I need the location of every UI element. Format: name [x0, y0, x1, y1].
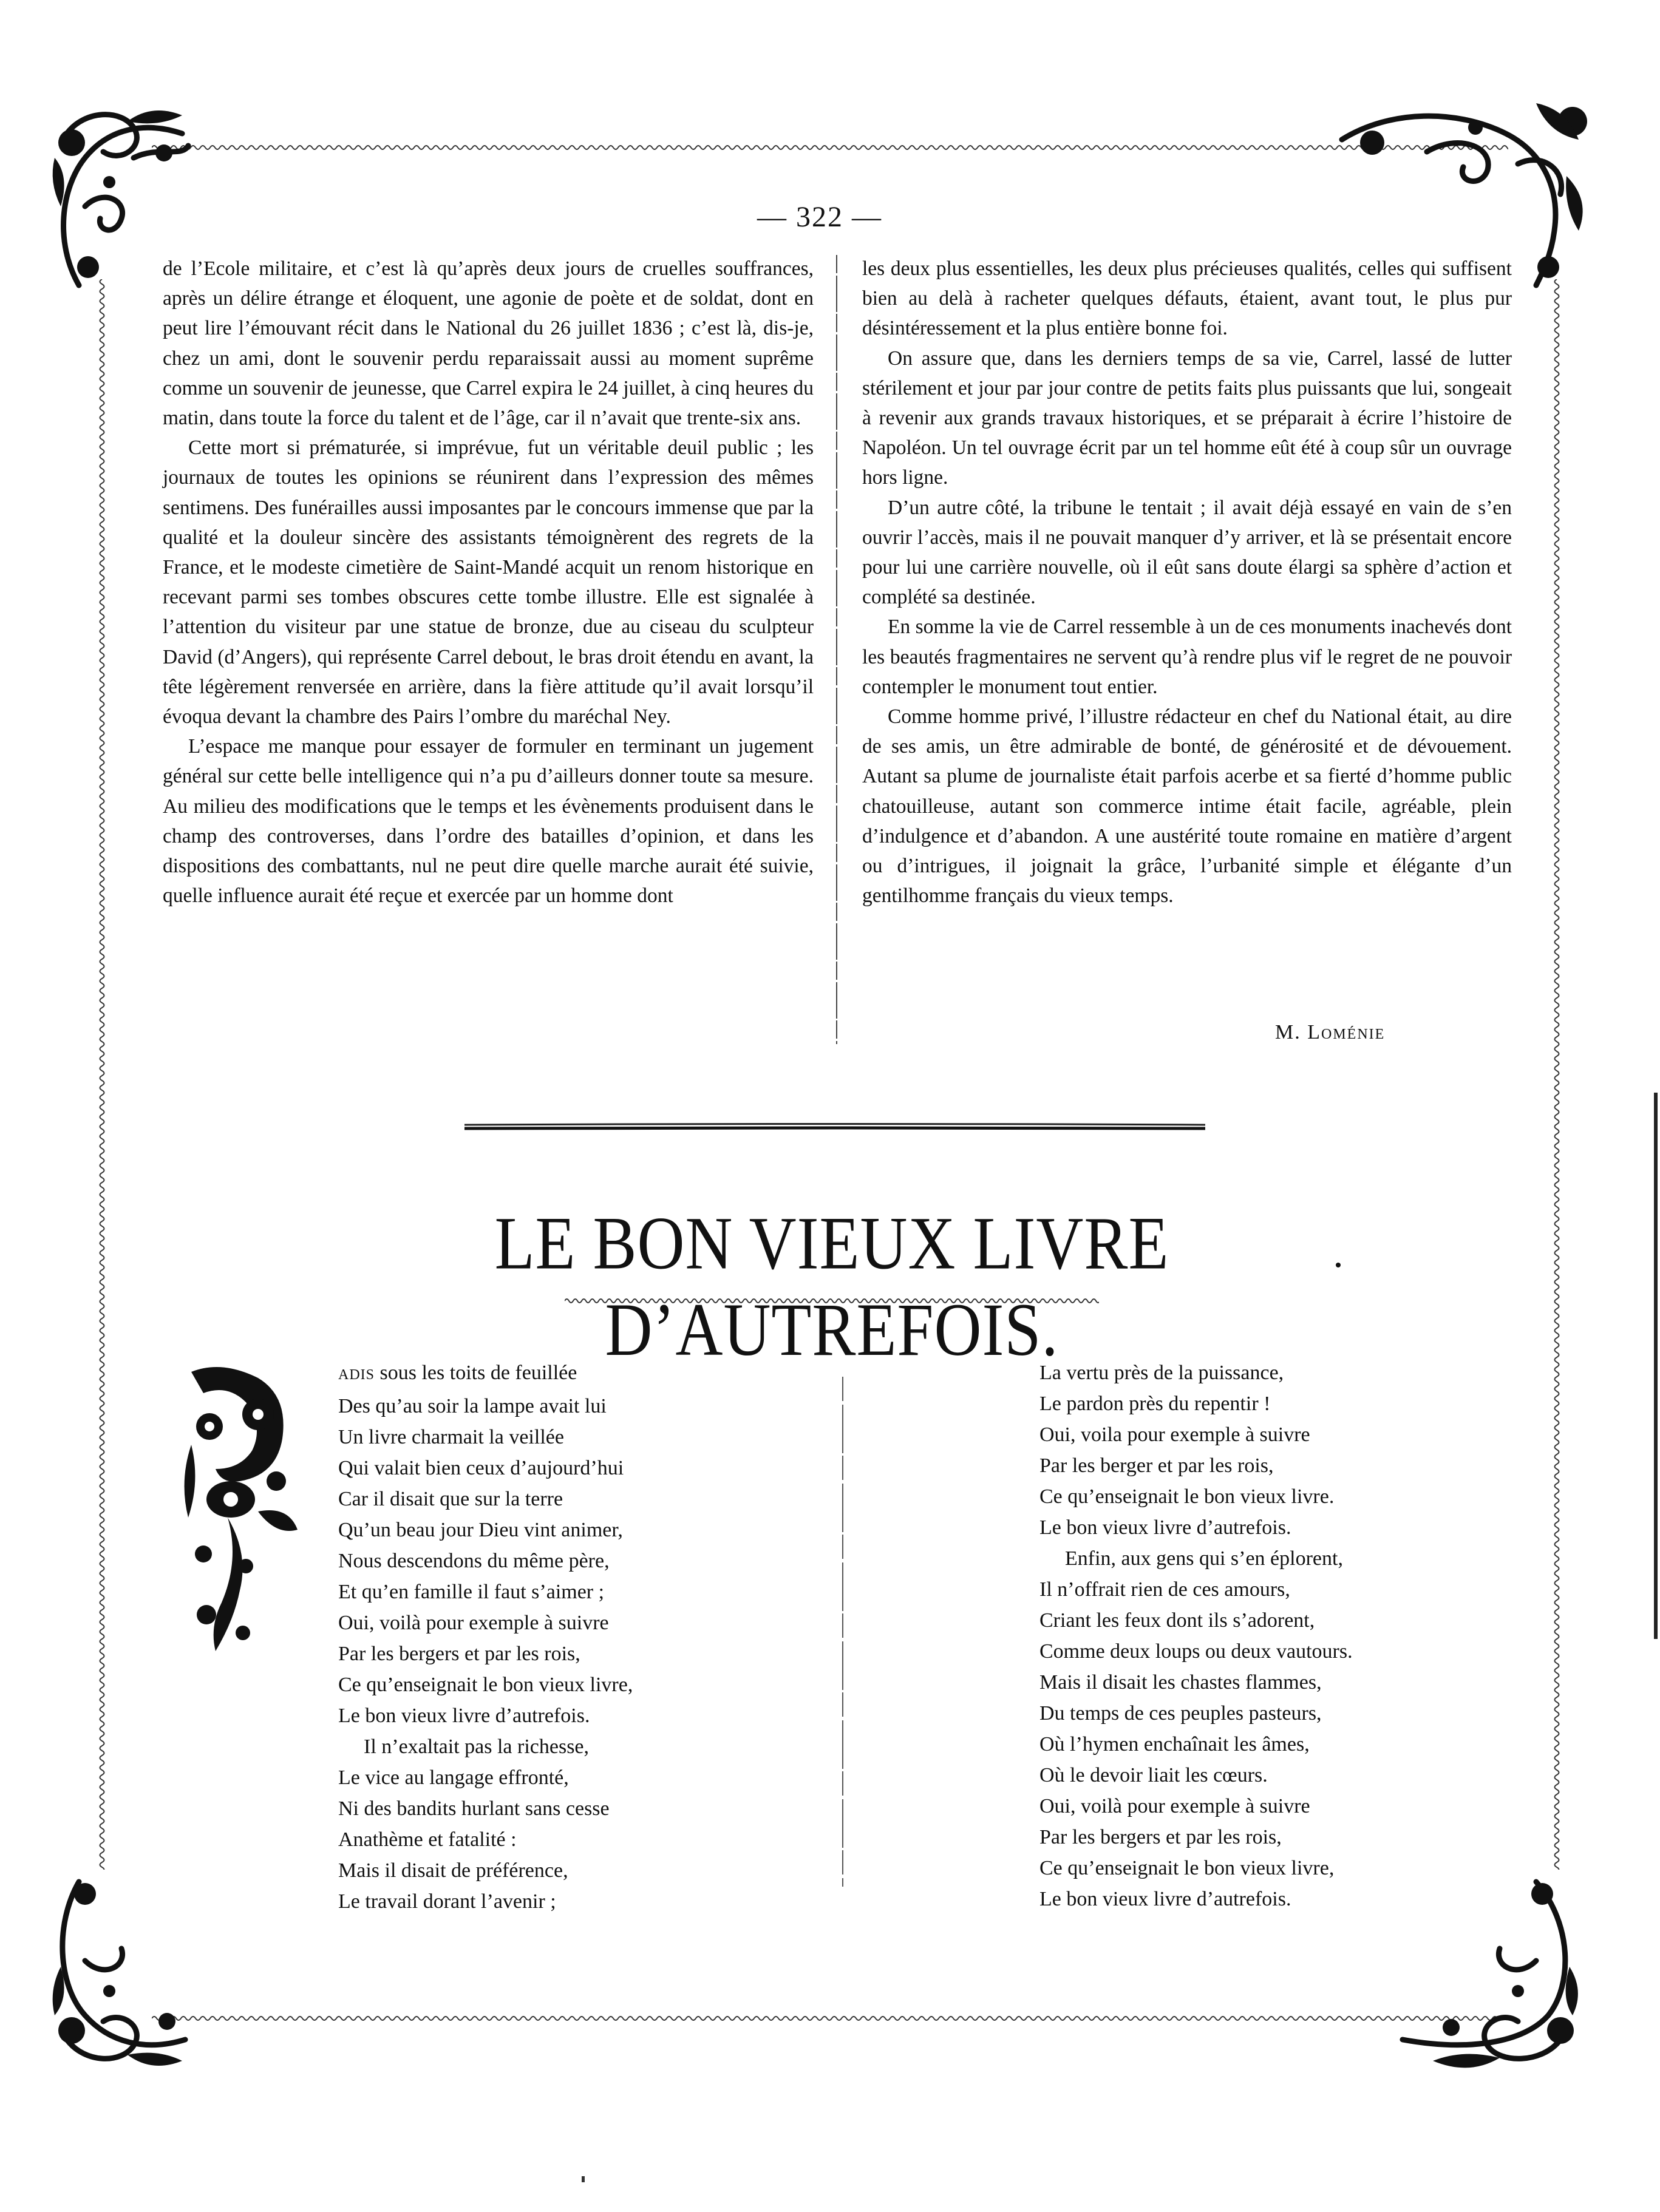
poem-line: Le travail dorant l’avenir ;: [338, 1890, 556, 1913]
poem-line: Où l’hymen enchaînait les âmes,: [1039, 1733, 1310, 1756]
first-line-rest: sous les toits de feuillée: [375, 1362, 577, 1384]
poem-line: Le vice au langage effronté,: [338, 1766, 569, 1789]
poem-line: Le pardon près du repentir !: [1039, 1393, 1271, 1415]
ornamental-dropcap: [167, 1360, 313, 1663]
poem-line: Par les bergers et par les rois,: [338, 1643, 580, 1665]
poem-line: Ce qu’enseignait le bon vieux livre.: [1039, 1485, 1335, 1508]
poem-line: Il n’exaltait pas la richesse,: [364, 1735, 590, 1758]
poem-line: Du temps de ces peuples pasteurs,: [1039, 1702, 1322, 1725]
poem-line: Qu’un beau jour Dieu vint animer,: [338, 1519, 623, 1541]
poem-first-line: [338, 1357, 633, 1391]
poem-title: LE BON VIEUX LIVRE D’AUTREFOIS.: [494, 1202, 1169, 1372]
poem-line: Comme deux loups ou deux vautours.: [1039, 1640, 1353, 1663]
bottom-right-corner-ornament: [1378, 1870, 1597, 2088]
poem-line: Par les berger et par les rois,: [1039, 1454, 1274, 1477]
poem-left-column: [338, 1357, 633, 1917]
first-word-rest: ADIS: [338, 1367, 375, 1383]
author-signature: [1275, 1021, 1385, 1044]
poem-line: Qui valait bien ceux d’aujourd’hui: [338, 1457, 624, 1479]
article-paragraph: D’un autre côté, la tribune le tentait ; il avait déjà essayé en vain de s’en ouvrir l’accès, mais il ne pouvait manquer d’y arriver, et là se présentait encore pour lui une carrière nouvelle, où il eût sans doute élargi sa sphère d’action et complété sa destinée.: [862, 496, 1512, 609]
poem-line: Un livre charmait la veillée: [338, 1426, 564, 1448]
poem-line: Et qu’en famille il faut s’aimer ;: [338, 1581, 605, 1603]
poem-line: Oui, voilà pour exemple à suivre: [1039, 1795, 1310, 1817]
poem-line: Ni des bandits hurlant sans cesse: [338, 1797, 610, 1820]
poem-line: Car il disait que sur la terre: [338, 1488, 563, 1510]
right-border-line: [1552, 279, 1562, 1870]
article-paragraph: de l’Ecole militaire, et c’est là qu’après deux jours de cruelles souffrances, après un délire étrange et éloquent, une agonie de poète et de soldat, dont en peut lire l’émouvant récit dans le National du 26 juillet 1836 ; c’est là, dis-je, chez un ami, dont le souvenir perdu reparaissait aussi au moment suprême comme un souvenir de jeunesse, que Carrel expira le 24 juillet, à cinq heures du matin, dans toute la force du talent et de l’âge, car il n’avait que trente-six ans.: [163, 257, 814, 430]
article-right-column: [862, 254, 1512, 911]
poem-line: Le bon vieux livre d’autrefois.: [338, 1705, 590, 1727]
bottom-border-line: [152, 2014, 1508, 2023]
poem-column-divider: [841, 1377, 845, 1887]
author-name: Loménie: [1307, 1021, 1386, 1043]
poem-line: Criant les feux dont ils s’adorent,: [1039, 1609, 1315, 1632]
scan-edge-mark: [1654, 1093, 1658, 1639]
title-ink-dot: [1336, 1263, 1341, 1267]
poem-line: Le bon vieux livre d’autrefois.: [1039, 1516, 1291, 1539]
poem-line: Enfin, aux gens qui s’en éplorent,: [1065, 1547, 1343, 1570]
article-paragraph: Comme homme privé, l’illustre rédacteur en chef du National était, au dire de ses amis, un être admirable de bonté, de générosité et de dévouement. Autant sa plume de journaliste était parfois acerbe et sa fierté d’homme public chatouilleuse, autant son commerce intime était facile, agréable, plein d’indulgence et d’abandon. A une austérité toute romaine en matière d’argent ou d’intrigues, il joignait la grâce, l’urbanité simple et élégante d’un gentilhomme français du vieux temps.: [862, 705, 1512, 908]
column-divider: [835, 255, 838, 1044]
article-paragraph: En somme la vie de Carrel ressemble à un de ces monuments inachevés dont les beautés fragmentaires ne servent qu’à rendre plus vif le regret de ne pouvoir contempler le monument tout entier.: [862, 616, 1512, 698]
poem-right-column: [1039, 1357, 1353, 1915]
poem-line: Ce qu’enseignait le bon vieux livre,: [1039, 1857, 1335, 1879]
poem-line: Ce qu’enseignait le bon vieux livre,: [338, 1674, 633, 1696]
poem-line: Anathème et fatalité :: [338, 1828, 517, 1851]
poem-line: La vertu près de la puissance,: [1039, 1362, 1284, 1384]
article-paragraph: L’espace me manque pour essayer de formuler en terminant un jugement général sur cette belle intelligence qui n’a pu d’ailleurs donner toute sa mesure. Au milieu des modifications que le temps et les évènements produisent dans le champ des controverses, dans l’ordre des batailles d’opinion, et dans les dispositions des combattants, nul ne peut dire quelle marche aurait été suivie, quelle influence aurait été reçue et exercée par un homme dont: [163, 735, 814, 908]
ink-speck: [582, 2176, 585, 2182]
section-separator-rule: [464, 1123, 1205, 1133]
poem-line: Le bon vieux livre d’autrefois.: [1039, 1888, 1291, 1910]
top-border-line: [152, 143, 1508, 152]
poem-line: Il n’offrait rien de ces amours,: [1039, 1578, 1290, 1601]
poem-line: Des qu’au soir la lampe avait lui: [338, 1395, 607, 1417]
poem-line: Oui, voila pour exemple à suivre: [1039, 1423, 1310, 1446]
title-underline-wavy: [565, 1297, 1099, 1305]
poem-line: Nous descendons du même père,: [338, 1550, 610, 1572]
poem-line: Où le devoir liait les cœurs.: [1039, 1764, 1268, 1786]
article-left-column: [163, 254, 814, 911]
poem-line: Mais il disait les chastes flammes,: [1039, 1671, 1322, 1694]
poem-line: Par les bergers et par les rois,: [1039, 1826, 1282, 1848]
page-number: — 322 —: [757, 201, 882, 233]
left-border-line: [97, 279, 107, 1870]
author-initial: M.: [1275, 1021, 1308, 1043]
article-paragraph: Cette mort si prématurée, si imprévue, fut un véritable deuil public ; les journaux de toutes les opinions se réunirent dans l’expression des mêmes sentimens. Des funérailles aussi imposantes par le concours immense que par la qualité et la douleur sincère des assistants témoignèrent des regrets de la France, et le modeste cimetière de Saint-Mandé acquit un renom historique en recevant parmi ses tombes obscures cette tombe illustre. Elle est signalée à l’attention du visiteur par une statue de bronze, due au ciseau du sculpteur David (d’Angers), qui représente Carrel debout, le bras droit étendu en avant, la tête légèrement renversée en arrière, dans la fière attitude qu’il avait lorsqu’il évoqua devant la chambre des Pairs l’ombre du maréchal Ney.: [163, 436, 814, 728]
article-paragraph: les deux plus essentielles, les deux plus précieuses qualités, celles qui suffisent bien au delà à racheter quelques défauts, étaient, avant tout, le plus pur désintéressement et la plus entière bonne foi.: [862, 257, 1512, 340]
article-paragraph: On assure que, dans les derniers temps de sa vie, Carrel, lassé de lutter stérilement et jour par jour contre de petits faits plus puissants que lui, songeait à revenir aux grands travaux historiques, et se préparait à écrire l’histoire de Napoléon. Un tel ouvrage écrit par un tel homme eût été à coup sûr un ouvrage hors ligne.: [862, 347, 1512, 489]
poem-line: Oui, voilà pour exemple à suivre: [338, 1612, 609, 1634]
poem-line: Mais il disait de préférence,: [338, 1859, 568, 1882]
bottom-left-corner-ornament: [43, 1870, 200, 2088]
